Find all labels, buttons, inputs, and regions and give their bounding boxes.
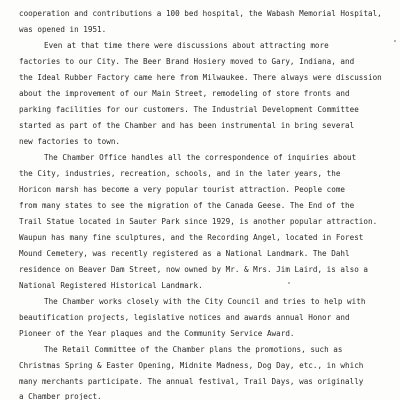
paragraph-start-line: The Chamber Office handles all the correspondence of inquiries about <box>44 153 357 162</box>
paragraph-start-line: The Chamber works closely with the City Council and tries to help with <box>44 297 366 306</box>
text-line: Horicon marsh has become a very popular tourist attraction. People come <box>19 185 346 194</box>
text-line: National Registered Historical Landmark. <box>19 281 203 290</box>
text-line: factories to our City. The Beer Brand Hosiery moved to Gary, Indiana, and <box>19 57 355 66</box>
text-line: about the improvement of our Main Street, remodeling of store fronts and <box>19 89 350 98</box>
text-line: Mound Cemetery, was recently registered as a National Landmark. The Dahl <box>19 249 350 258</box>
text-line: beautification projects, legislative notices and awards annual Honor and <box>19 313 350 322</box>
text-line: the Ideal Rubber Factory came here from Milwaukee. There always were discussion <box>19 73 382 82</box>
paragraph-start-line: Even at that time there were discussions about attracting more <box>44 41 329 50</box>
text-line: Pioneer of the Year plaques and the Community Service Award. <box>19 329 295 338</box>
text-line: started as part of the Chamber and has been instrumental in bring several <box>19 121 355 130</box>
paragraph-start-line: The Retail Committee of the Chamber plans the promotions, such as <box>44 345 343 354</box>
text-line: Waupun has many fine sculptures, and the Recording Angel, located in Forest <box>19 233 364 242</box>
text-line: Christmas Spring & Easter Opening, Midnite Madness, Dog Day, etc., in which <box>19 361 364 370</box>
text-line: Trail Statue located in Sauter Park since 1929, is another popular attraction. <box>19 217 378 226</box>
scan-speck <box>288 282 290 284</box>
text-line: many merchants participate. The annual festival, Trail Days, was originally <box>19 377 364 386</box>
text-line: was opened in 1951. <box>19 25 107 34</box>
text-line: cooperation and contributions a 100 bed hospital, the Wabash Memorial Hospital, <box>19 9 382 18</box>
text-line: from many states to see the migration of the Canada Geese. The End of the <box>19 201 355 210</box>
scan-speck <box>394 40 396 42</box>
text-line: new factories to town. <box>19 137 121 146</box>
text-line: parking facilities for our customers. The Industrial Development Committee <box>19 105 359 114</box>
text-line: a Chamber project. <box>19 392 102 400</box>
text-line: the City, industries, recreation, schools, and in the later years, the <box>19 169 341 178</box>
text-line: residence on Beaver Dam Street, now owned by Mr. & Mrs. Jim Laird, is also a <box>19 265 368 274</box>
